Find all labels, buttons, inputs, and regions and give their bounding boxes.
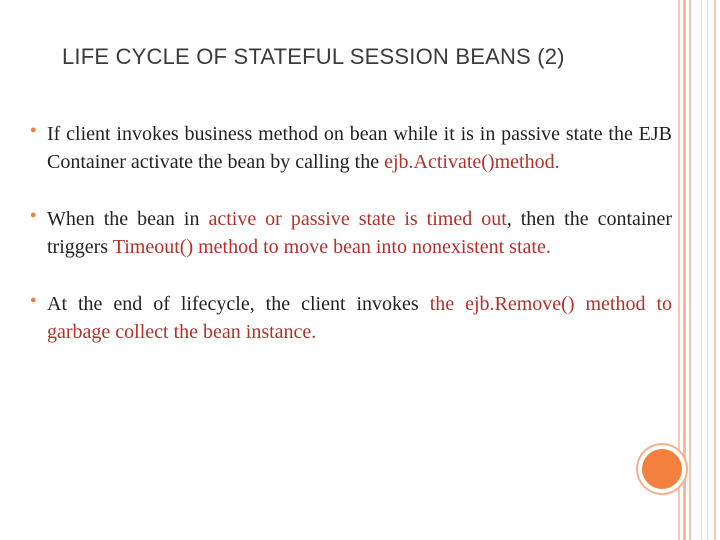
decorative-stripe [714,0,716,540]
bullet-text [47,290,672,346]
bullet-text [47,120,672,176]
decorative-stripe [701,0,702,540]
decorative-stripe [683,0,686,540]
bullet-text-highlight: Timeout() method to move bean into nonexistent state. [112,236,551,258]
bullet-text-highlight: ejb.Activate()method. [384,151,560,173]
bullet-text-highlight: active or passive state is timed out [208,208,507,230]
decorative-orange-circle [642,449,682,489]
bullet-icon: ● [30,294,37,306]
bullet-icon: ● [30,209,37,221]
bullet-icon: ● [30,124,37,136]
bullet-text-highlight: the ejb.Remove() method to garbage collect the bean instance. [47,293,672,343]
bullet-text [47,205,672,261]
bullet-text-segment: At the end of lifecycle, the client invokes [47,293,430,315]
bullet-text-segment: If client invokes business method on bean while it is in passive state the EJB Container activate the bean by calling the [47,123,672,173]
bullet-text-segment: When the bean in [47,208,209,230]
bullet-item [30,205,672,261]
decorative-stripe [689,0,691,540]
decorative-stripe [707,0,708,540]
slide-title: LIFE CYCLE OF STATEFUL SESSION BEANS (2) [62,44,565,69]
bullet-list [30,120,672,375]
bullet-item [30,290,672,346]
bullet-text-segment: , then the container triggers [47,208,673,258]
bullet-item [30,120,672,176]
